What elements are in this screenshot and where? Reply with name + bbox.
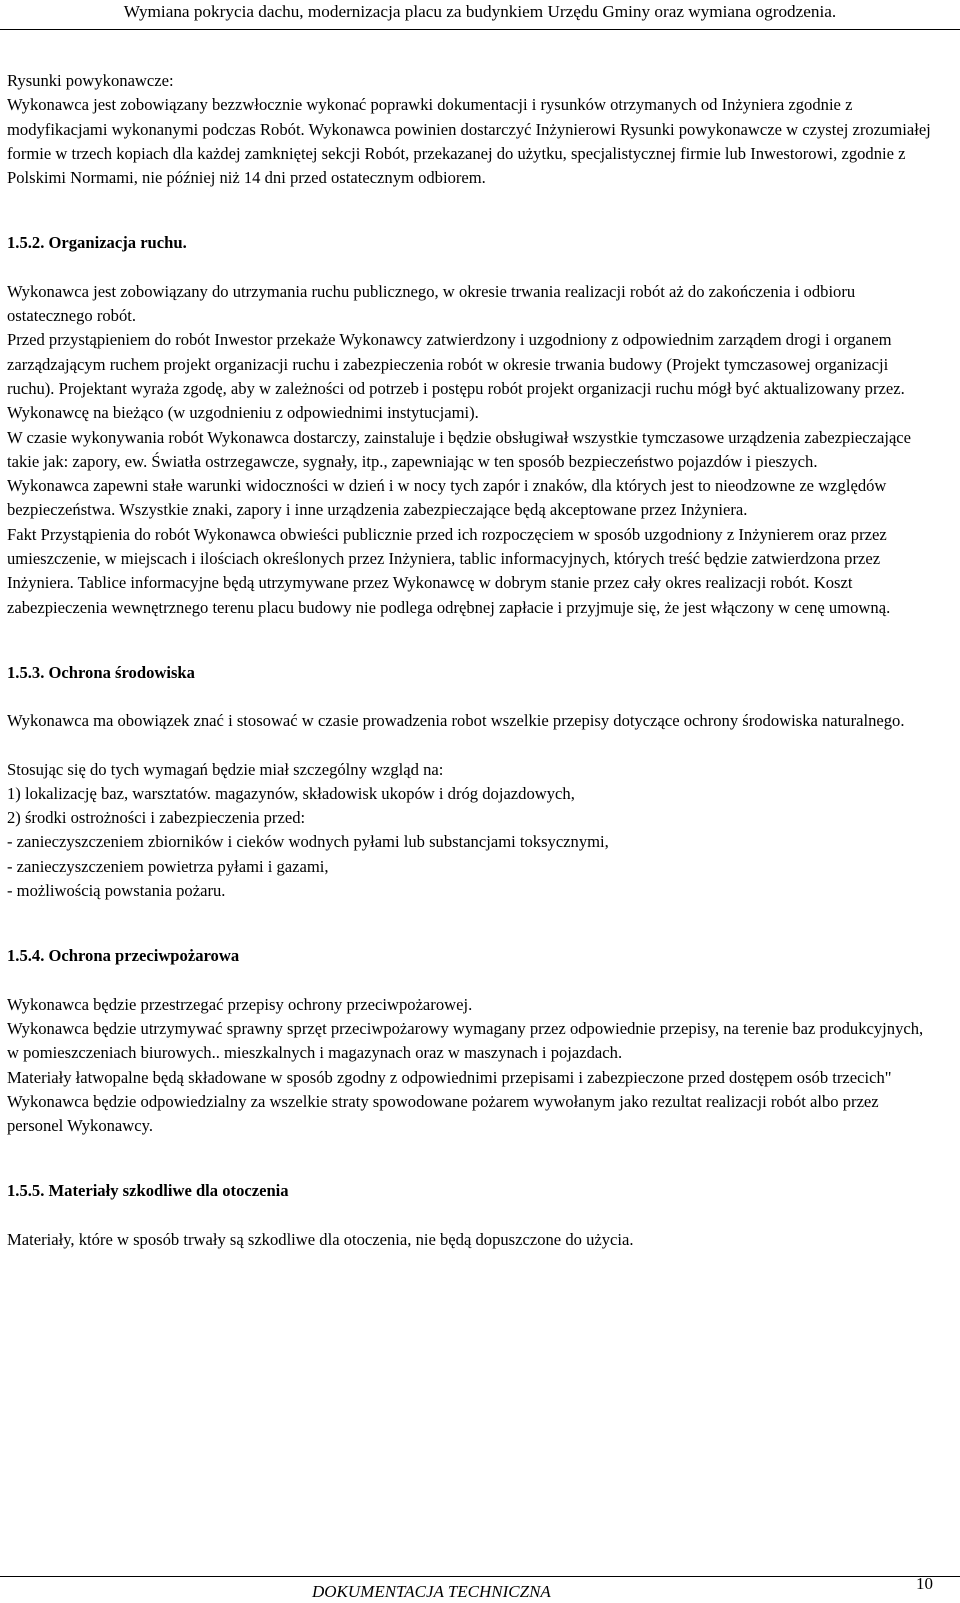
paragraph: Wykonawca zapewni stałe warunki widoczności w dzień i w nocy tych zapór i znaków, dla których jest to nieodzowne ze względów bezpieczeństwa. Wszystkie znaki, zapory i inne urządzenia zabezpieczające będą akceptowane przez Inżyniera.	[7, 476, 887, 520]
document-title: Wymiana pokrycia dachu, modernizacja placu za budynkiem Urzędu Gminy oraz wymiana ogrodzenia.	[123, 2, 837, 21]
section-heading: 1.5.3. Ochrona środowiska	[7, 662, 195, 682]
paragraph: Przed przystąpieniem do robót Inwestor przekaże Wykonawcy zatwierdzony i uzgodniony z odpowiednim zarządem drogi i organem zarządzającym ruchem projekt organizacji ruchu i zabezpieczenia robót w okresie trwania budowy (Projekt tymczasowej organizacji ruchu). Projektant wyraża zgodę, aby w zależności od potrzeb i postępu robót projekt organizacji ruchu mógł być aktualizowany przez. Wykonawcę na bieżąco (w uzgodnieniu z odpowiednimi instytucjami).	[7, 330, 905, 423]
section-fire-protection	[7, 944, 933, 1138]
paragraph: Wykonawca ma obowiązek znać i stosować w czasie prowadzenia robot wszelkie przepisy dotyczące ochrony środowiska naturalnego.	[7, 711, 905, 731]
list-item: 1) lokalizację baz, warsztatów. magazynów, składowisk ukopów i dróg dojazdowych,	[7, 783, 575, 803]
paragraph: W czasie wykonywania robót Wykonawca dostarczy, zainstaluje i będzie obsługiwał wszystkie tymczasowe urządzenia zabezpieczające takie jak: zapory, ew. Światła ostrzegawcze, sygnały, itp., zapewniając w ten sposób bezpieczeństwo pojazdów i pieszych.	[7, 427, 912, 471]
section-traffic-organization	[7, 231, 933, 619]
document-body	[7, 69, 933, 1252]
paragraph: Fakt Przystąpienia do robót Wykonawca obwieści publicznie przed ich rozpoczęciem w sposób uzgodniony z Inżynierem oraz przez umieszczenie, w miejscach i ilościach określonych przez Inżyniera, tablic informacyjnych, których treść będzie zatwierdzona przez Inżyniera. Tablice informacyjne będą utrzymywane przez Wykonawcę w dobrym stanie przez cały okres realizacji robót. Koszt zabezpieczenia wewnętrznego terenu placu budowy nie podlega odrębnej zapłacie i przyjmuje się, że jest włączony w cenę umowną.	[7, 524, 891, 617]
section-heading: 1.5.4. Ochrona przeciwpożarowa	[7, 946, 240, 966]
paragraph: Wykonawca będzie przestrzegać przepisy ochrony przeciwpożarowej.	[7, 994, 473, 1014]
paragraph: Materiały łatwopalne będą składowane w sposób zgodny z odpowiednimi przepisami i zabezpieczone przed dostępem osób trzecich" Wykonawca będzie odpowiedzialny za wszelkie straty spowodowane pożarem wywołanym jako rezultat realizacji robót albo przez personel Wykonawcy.	[7, 1067, 892, 1136]
paragraph: Wykonawca będzie utrzymywać sprawny sprzęt przeciwpożarowy wymagany przez odpowiednie przepisy, na terenie baz produkcyjnych, w pomieszczeniach biurowych.. mieszkalnych i magazynach oraz w maszynach i pojazdach.	[7, 1018, 924, 1063]
footer-divider	[0, 1576, 960, 1577]
section-heading: 1.5.5. Materiały szkodliwe dla otoczenia	[7, 1181, 289, 1201]
list-item: Stosując się do tych wymagań będzie miał szczególny wzgląd na:	[7, 759, 444, 779]
section-as-built-drawings	[7, 69, 933, 190]
paragraph: Materiały, które w sposób trwały są szkodliwe dla otoczenia, nie będą dopuszczone do użycia.	[7, 1229, 634, 1249]
section-harmful-materials	[7, 1179, 933, 1252]
page-header	[0, 0, 960, 32]
footer-document-title: DOKUMENTACJA TECHNICZNA	[312, 1582, 551, 1601]
section-heading: 1.5.2. Organizacja ruchu.	[7, 233, 187, 253]
page-number: 10	[916, 1574, 933, 1593]
list-item: - możliwością powstania pożaru.	[7, 881, 226, 901]
list-item: - zanieczyszczeniem powietrza pyłami i gazami,	[7, 856, 329, 876]
header-divider	[0, 29, 960, 30]
list-item: 2) środki ostrożności i zabezpieczenia przed:	[7, 808, 306, 828]
paragraph: Wykonawca jest zobowiązany do utrzymania ruchu publicznego, w okresie trwania realizacji robót aż do zakończenia i odbioru ostatecznego robót.	[7, 281, 856, 326]
section-environment-protection	[7, 661, 933, 903]
list-item: - zanieczyszczeniem zbiorników i cieków wodnych pyłami lub substancjami toksycznymi,	[7, 832, 609, 852]
section-heading: Rysunki powykonawcze:	[7, 71, 174, 90]
paragraph: Wykonawca jest zobowiązany bezzwłocznie wykonać poprawki dokumentacji i rysunków otrzymanych od Inżyniera zgodnie z modyfikacjami wykonanymi podczas Robót. Wykonawca powinien dostarczyć Inżynierowi Rysunki powykonawcze w czystej zrozumiałej formie w trzech kopiach dla każdej zamkniętej sekcji Robót, przekazanej do użytku, specjalistycznej firmie lub Inwestorowi, zgodnie z Polskimi Normami, nie później niż 14 dni przed ostatecznym odbiorem.	[7, 95, 931, 188]
